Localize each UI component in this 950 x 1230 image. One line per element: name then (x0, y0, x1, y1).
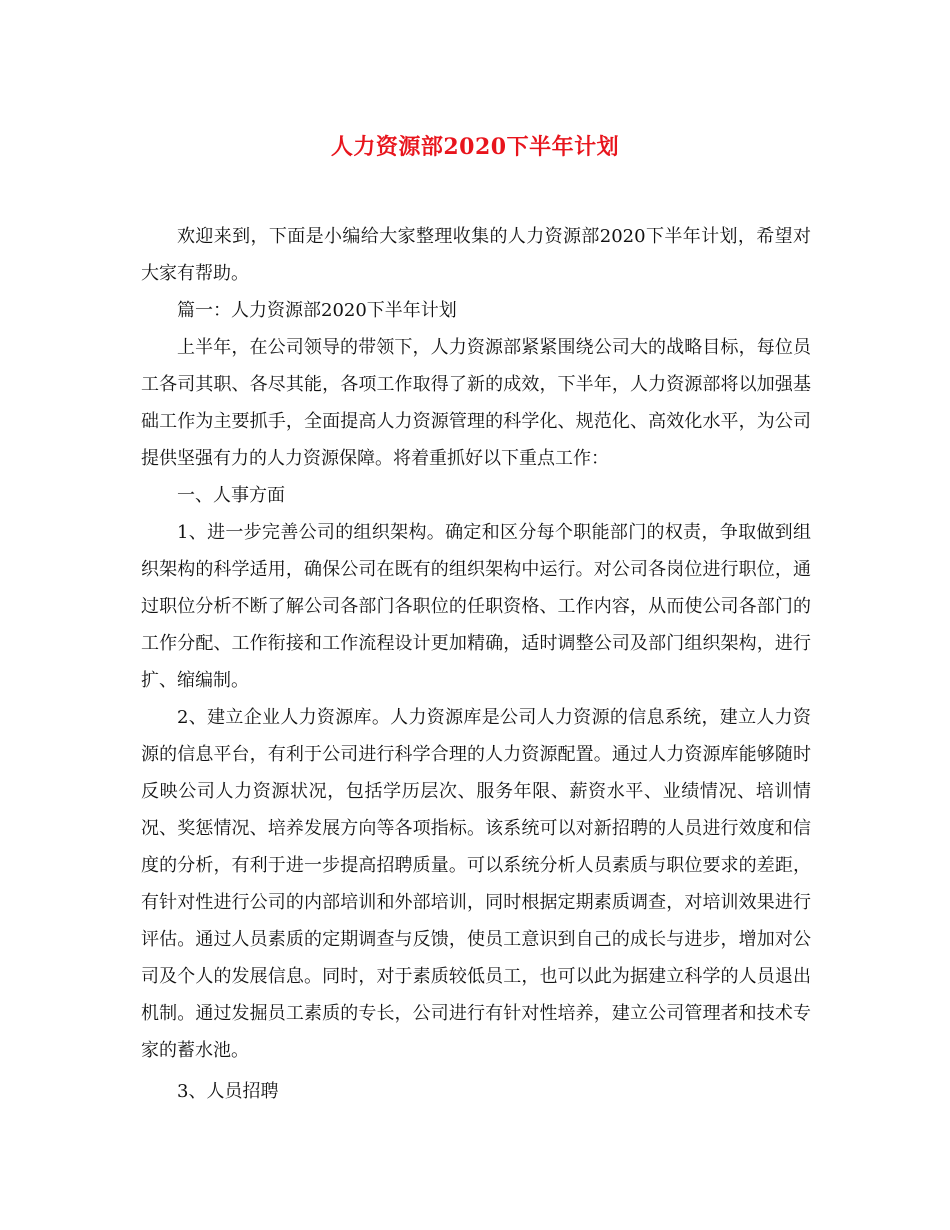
paragraph-item-2: 2、建立企业人力资源库。人力资源库是公司人力资源的信息系统，建立人力资源的信息平台，有利于公司进行科学合理的人力资源配置。通过人力资源库能够随时反映公司人力资源状况，包括学历层次、服务年限、薪资水平、业绩情况、培训情况、奖惩情况、培养发展方向等各项指标。该系统可以对新招聘的人员进行效度和信度的分析，有利于进一步提高招聘质量。可以系统分析人员素质与职位要求的差距，有针对性进行公司的内部培训和外部培训，同时根据定期素质调查，对培训效果进行评估。通过人员素质的定期调查与反馈，使员工意识到自己的成长与进步，增加对公司及个人的发展信息。同时，对于素质较低员工，也可以此为据建立科学的人员退出机制。通过发掘员工素质的专长，公司进行有针对性培养，建立公司管理者和技术专家的蓄水池。 (141, 707, 811, 1061)
document-title: 人力资源部2020下半年计划 (330, 134, 620, 160)
paragraph-item-1: 1、进一步完善公司的组织架构。确定和区分每个职能部门的权责，争取做到组织架构的科学适用，确保公司在既有的组织架构中运行。对公司各岗位进行职位，通过职位分析不断了解公司各部门各职位的任职资格、工作内容，从而使公司各部门的工作分配、工作衔接和工作流程设计更加精确，适时调整公司及部门组织架构，进行扩、缩编制。 (141, 522, 811, 691)
paragraph-item-3: 3、人员招聘 (177, 1081, 279, 1102)
document-body (141, 218, 811, 1110)
paragraph-intro: 欢迎来到，下面是小编给大家整理收集的人力资源部2020下半年计划，希望对大家有帮助。 (141, 226, 811, 284)
paragraph-personnel-heading: 一、人事方面 (177, 485, 285, 506)
paragraph-overview: 上半年，在公司领导的带领下，人力资源部紧紧围绕公司大的战略目标，每位员工各司其职、各尽其能，各项工作取得了新的成效，下半年，人力资源部将以加强基础工作为主要抓手，全面提高人力资源管理的科学化、规范化、高效化水平，为公司提供坚强有力的人力资源保障。将着重抓好以下重点工作： (141, 337, 811, 469)
paragraph-section-heading: 篇一：人力资源部2020下半年计划 (177, 300, 457, 321)
